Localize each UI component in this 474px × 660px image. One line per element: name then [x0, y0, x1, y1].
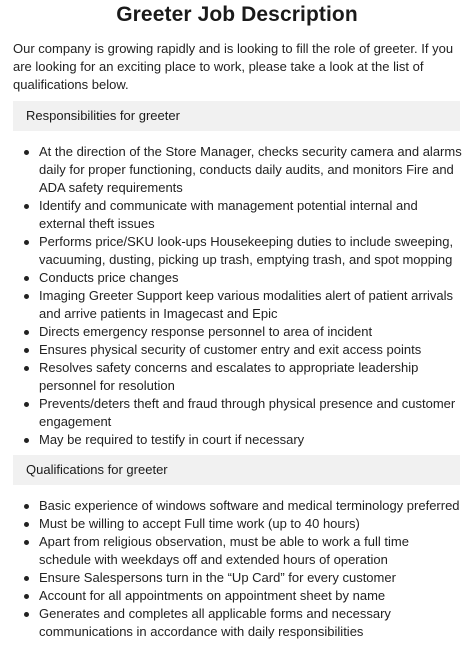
- list-item: Performs price/SKU look-ups Housekeeping duties to include sweeping, vacuuming, dusting, picking up trash, emptying trash, and spot mopping: [22, 233, 462, 269]
- list-item: May be required to testify in court if necessary: [22, 431, 462, 449]
- qualifications-heading: Qualifications for greeter: [13, 455, 460, 485]
- list-item: Directs emergency response personnel to area of incident: [22, 323, 462, 341]
- list-item: Generates and completes all applicable forms and necessary communications in accordance with daily responsibilities: [22, 605, 462, 641]
- list-item: Account for all appointments on appointment sheet by name: [22, 587, 462, 605]
- qualifications-list: [22, 497, 462, 641]
- list-item: Apart from religious observation, must be able to work a full time schedule with weekdays off and extended hours of operation: [22, 533, 462, 569]
- list-item: Ensures physical security of customer entry and exit access points: [22, 341, 462, 359]
- list-item: Resolves safety concerns and escalates to appropriate leadership personnel for resolution: [22, 359, 462, 395]
- list-item: Ensure Salespersons turn in the “Up Card” for every customer: [22, 569, 462, 587]
- list-item: Conducts price changes: [22, 269, 462, 287]
- list-item: Basic experience of windows software and medical terminology preferred: [22, 497, 462, 515]
- intro-paragraph: Our company is growing rapidly and is looking to fill the role of greeter. If you are looking for an exciting place to work, please take a look at the list of qualifications below.: [13, 41, 454, 92]
- responsibilities-heading: Responsibilities for greeter: [13, 101, 460, 131]
- list-item: Imaging Greeter Support keep various modalities alert of patient arrivals and arrive patients in Imagecast and Epic: [22, 287, 462, 323]
- responsibilities-list: [22, 143, 462, 449]
- list-item: Identify and communicate with management potential internal and external theft issues: [22, 197, 462, 233]
- page-title: Greeter Job Description: [116, 3, 358, 26]
- list-item: Prevents/deters theft and fraud through physical presence and customer engagement: [22, 395, 462, 431]
- list-item: Must be willing to accept Full time work (up to 40 hours): [22, 515, 462, 533]
- list-item: At the direction of the Store Manager, checks security camera and alarms daily for proper functioning, conducts daily audits, and monitors Fire and ADA safety requirements: [22, 143, 462, 197]
